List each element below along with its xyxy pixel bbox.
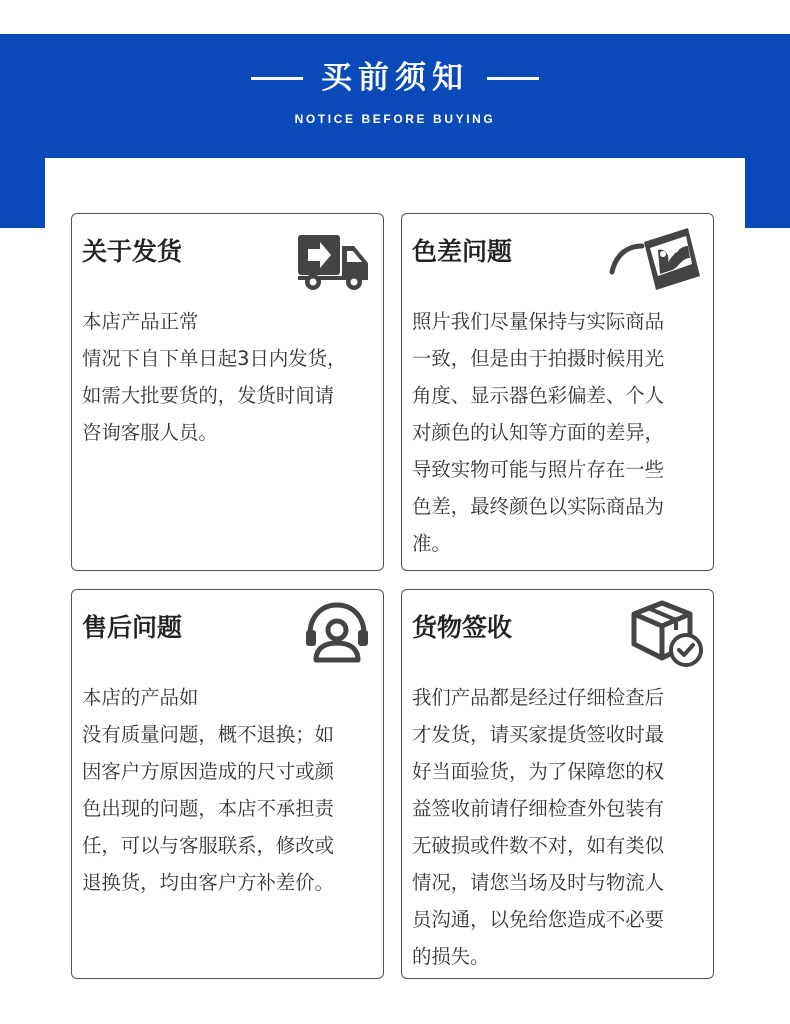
card-title: 售后问题 [82, 613, 183, 642]
package-check-icon [630, 600, 704, 668]
card-body [412, 303, 664, 562]
card-line: 退换货，均由客户方补差价。 [82, 871, 335, 894]
card-line: 任，可以与客服联系，修改或 [82, 834, 335, 857]
card-line: 因客户方原因造成的尺寸或颜 [82, 760, 335, 783]
card-body [82, 303, 346, 451]
page-subtitle: NOTICE BEFORE BUYING [294, 112, 496, 126]
card-title: 色差问题 [412, 237, 513, 266]
card-line: 情况，请您当场及时与物流人 [412, 871, 665, 894]
card-line: 情况下自下单日起3日内发货， [82, 347, 347, 370]
customer-service-headset-icon [304, 600, 370, 664]
card-line: 员沟通，以免给您造成不必要 [412, 908, 665, 931]
card-line: 本店的产品如 [82, 686, 199, 709]
card-line: 一致，但是由于拍摄时候用光 [412, 347, 665, 370]
card-line: 本店产品正常 [82, 310, 199, 333]
header-title-row [0, 56, 790, 100]
card-line: 色出现的问题，本店不承担责 [82, 797, 335, 820]
card-line: 对颜色的认知等方面的差异， [412, 421, 665, 444]
card-body [82, 679, 334, 901]
card-line: 色差，最终颜色以实际商品为 [412, 495, 665, 518]
card-title: 货物签收 [412, 613, 513, 642]
paint-bucket-icon [608, 224, 704, 294]
delivery-truck-icon [296, 232, 372, 292]
card-line: 准。 [412, 532, 451, 555]
card-goods-receipt [401, 589, 714, 979]
card-line: 我们产品都是经过仔细检查后 [412, 686, 665, 709]
card-line: 益签收前请仔细检查外包装有 [412, 797, 665, 820]
card-line: 如需大批要货的，发货时间请 [82, 384, 335, 407]
card-line: 无破损或件数不对，如有类似 [412, 834, 665, 857]
card-line: 导致实物可能与照片存在一些 [412, 458, 665, 481]
card-after-sales [71, 589, 384, 979]
card-line: 的损失。 [412, 945, 490, 968]
card-line: 才发货，请买家提货签收时最 [412, 723, 665, 746]
card-title: 关于发货 [82, 237, 183, 266]
card-line: 没有质量问题，概不退换；如 [82, 723, 335, 746]
card-shipping [71, 213, 384, 571]
card-body [412, 679, 664, 975]
card-color-difference [401, 213, 714, 571]
title-left-line [251, 77, 303, 80]
card-line: 照片我们尽量保持与实际商品 [412, 310, 665, 333]
page-title: 买前须知 [321, 60, 469, 96]
card-line: 好当面验货，为了保障您的权 [412, 760, 665, 783]
card-line: 角度、显示器色彩偏差、个人 [412, 384, 665, 407]
title-right-line [487, 77, 539, 80]
card-line: 咨询客服人员。 [82, 421, 218, 444]
